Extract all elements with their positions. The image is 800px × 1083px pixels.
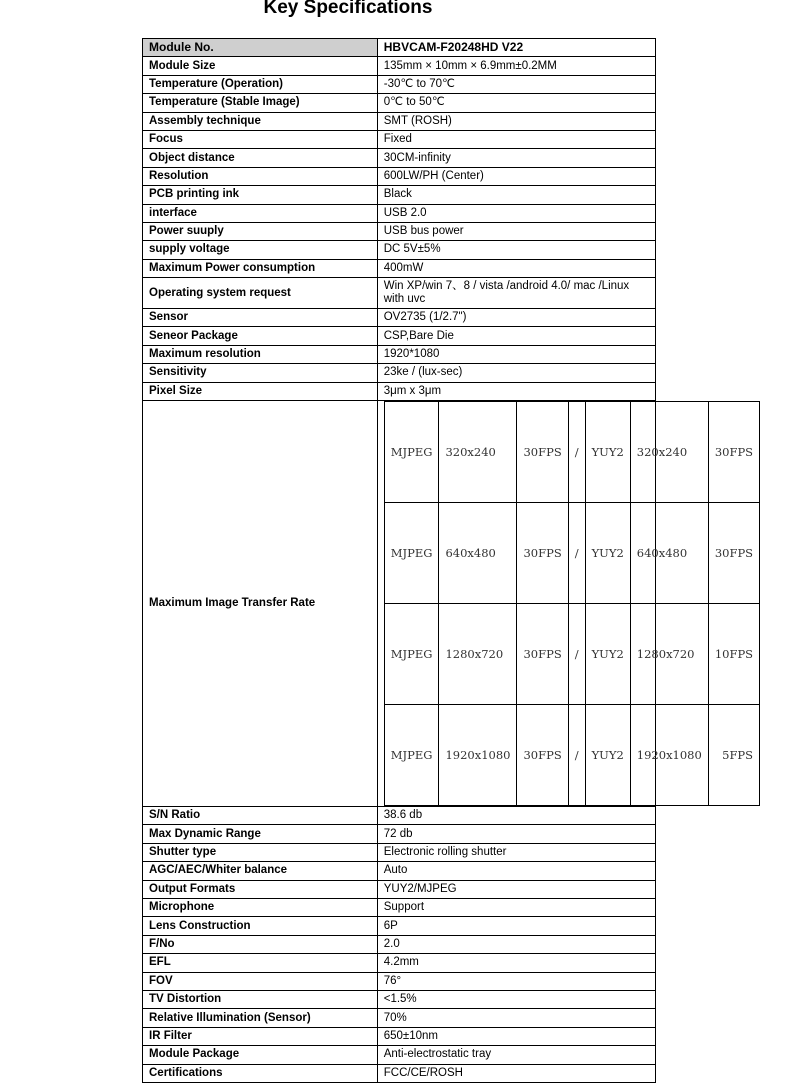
transfer-rate-b-fps: 5FPS bbox=[708, 705, 759, 806]
transfer-rate-b-fmt: YUY2 bbox=[585, 503, 630, 604]
spec-key: IR Filter bbox=[143, 1027, 378, 1045]
spec-key: interface bbox=[143, 204, 378, 222]
spec-key: Relative Illumination (Sensor) bbox=[143, 1009, 378, 1027]
spec-key: Module Size bbox=[143, 57, 378, 75]
spec-row bbox=[143, 278, 656, 309]
spec-value: Fixed bbox=[377, 130, 655, 148]
transfer-rate-b-fps: 30FPS bbox=[708, 402, 759, 503]
transfer-rate-row bbox=[384, 705, 759, 806]
spec-row bbox=[143, 880, 656, 898]
transfer-rate-b-res: 1920x1080 bbox=[630, 705, 708, 806]
spec-key: PCB printing ink bbox=[143, 186, 378, 204]
transfer-rate-b-fps: 30FPS bbox=[708, 503, 759, 604]
spec-key: F/No bbox=[143, 935, 378, 953]
transfer-rate-a-fps: 30FPS bbox=[517, 604, 568, 705]
spec-row bbox=[143, 259, 656, 277]
transfer-rate-sep: / bbox=[568, 705, 585, 806]
transfer-rate-row bbox=[384, 604, 759, 705]
spec-key: Resolution bbox=[143, 167, 378, 185]
transfer-rate-b-res: 640x480 bbox=[630, 503, 708, 604]
spec-value: 6P bbox=[377, 917, 655, 935]
spec-key: Sensitivity bbox=[143, 364, 378, 382]
spec-value: -30℃ to 70℃ bbox=[377, 75, 655, 93]
spec-row bbox=[143, 1027, 656, 1045]
transfer-rate-sep: / bbox=[568, 402, 585, 503]
spec-key: Maximum resolution bbox=[143, 345, 378, 363]
transfer-rate-a-res: 640x480 bbox=[439, 503, 517, 604]
spec-row bbox=[143, 1009, 656, 1027]
spec-row bbox=[143, 327, 656, 345]
spec-row bbox=[143, 112, 656, 130]
spec-value: Electronic rolling shutter bbox=[377, 843, 655, 861]
spec-value: SMT (ROSH) bbox=[377, 112, 655, 130]
spec-value: 70% bbox=[377, 1009, 655, 1027]
spec-value: 3μm x 3μm bbox=[377, 382, 655, 400]
page-title: Key Specifications bbox=[263, 0, 433, 18]
spec-key: Temperature (Stable Image) bbox=[143, 94, 378, 112]
spec-row bbox=[143, 825, 656, 843]
spec-row bbox=[143, 241, 656, 259]
spec-row bbox=[143, 186, 656, 204]
spec-row bbox=[143, 843, 656, 861]
transfer-rate-row bbox=[384, 402, 759, 503]
spec-value: DC 5V±5% bbox=[377, 241, 655, 259]
spec-row bbox=[143, 954, 656, 972]
spec-value: Anti-electrostatic tray bbox=[377, 1046, 655, 1064]
spec-key: Temperature (Operation) bbox=[143, 75, 378, 93]
spec-value: 400mW bbox=[377, 259, 655, 277]
spec-row bbox=[143, 382, 656, 400]
transfer-rate-a-fps: 30FPS bbox=[517, 503, 568, 604]
spec-row bbox=[143, 898, 656, 916]
spec-key: FOV bbox=[143, 972, 378, 990]
transfer-rate-b-fmt: YUY2 bbox=[585, 705, 630, 806]
spec-key: TV Distortion bbox=[143, 990, 378, 1008]
spec-key: Maximum Power consumption bbox=[143, 259, 378, 277]
transfer-rate-a-res: 1920x1080 bbox=[439, 705, 517, 806]
spec-row bbox=[143, 1046, 656, 1064]
spec-row bbox=[143, 935, 656, 953]
spec-table bbox=[142, 38, 754, 1083]
spec-value: 600LW/PH (Center) bbox=[377, 167, 655, 185]
spec-key: Object distance bbox=[143, 149, 378, 167]
spec-key: Shutter type bbox=[143, 843, 378, 861]
spec-row bbox=[143, 167, 656, 185]
transfer-rate-a-res: 320x240 bbox=[439, 402, 517, 503]
spec-value: 76° bbox=[377, 972, 655, 990]
spec-key: Assembly technique bbox=[143, 112, 378, 130]
spec-row bbox=[143, 204, 656, 222]
spec-key: AGC/AEC/Whiter balance bbox=[143, 862, 378, 880]
transfer-rate-row bbox=[384, 503, 759, 604]
spec-key: Pixel Size bbox=[143, 382, 378, 400]
spec-row bbox=[143, 149, 656, 167]
header-key: Module No. bbox=[143, 39, 378, 57]
spec-key: Operating system request bbox=[143, 278, 378, 309]
spec-value: 30CM-infinity bbox=[377, 149, 655, 167]
spec-value: Black bbox=[377, 186, 655, 204]
spec-row bbox=[143, 862, 656, 880]
spec-row bbox=[143, 309, 656, 327]
spec-row bbox=[143, 1064, 656, 1082]
spec-value: USB bus power bbox=[377, 222, 655, 240]
spec-row bbox=[143, 345, 656, 363]
transfer-rate-b-fmt: YUY2 bbox=[585, 402, 630, 503]
spec-value: 0℃ to 50℃ bbox=[377, 94, 655, 112]
spec-value: Support bbox=[377, 898, 655, 916]
spec-key: Seneor Package bbox=[143, 327, 378, 345]
spec-value: 4.2mm bbox=[377, 954, 655, 972]
spec-value: 38.6 db bbox=[377, 807, 655, 825]
spec-value: <1.5% bbox=[377, 990, 655, 1008]
transfer-rate-a-fmt: MJPEG bbox=[384, 402, 439, 503]
transfer-rate-a-fmt: MJPEG bbox=[384, 503, 439, 604]
spec-row bbox=[143, 75, 656, 93]
spec-value: FCC/CE/ROSH bbox=[377, 1064, 655, 1082]
spec-value: OV2735 (1/2.7") bbox=[377, 309, 655, 327]
spec-value: USB 2.0 bbox=[377, 204, 655, 222]
spec-row bbox=[143, 130, 656, 148]
spec-row bbox=[143, 222, 656, 240]
spec-key: Focus bbox=[143, 130, 378, 148]
spec-key: Output Formats bbox=[143, 880, 378, 898]
spec-key: Sensor bbox=[143, 309, 378, 327]
transfer-rate-table bbox=[384, 401, 760, 806]
transfer-rate-sep: / bbox=[568, 604, 585, 705]
spec-key: Lens Construction bbox=[143, 917, 378, 935]
spec-key: Module Package bbox=[143, 1046, 378, 1064]
spec-key: supply voltage bbox=[143, 241, 378, 259]
header-value: HBVCAM-F20248HD V22 bbox=[377, 39, 655, 57]
transfer-rate-a-fmt: MJPEG bbox=[384, 604, 439, 705]
spec-row bbox=[143, 807, 656, 825]
transfer-rate-sep: / bbox=[568, 503, 585, 604]
spec-row bbox=[143, 972, 656, 990]
spec-row bbox=[143, 990, 656, 1008]
transfer-rate-b-res: 320x240 bbox=[630, 402, 708, 503]
transfer-rate-a-res: 1280x720 bbox=[439, 604, 517, 705]
spec-value: YUY2/MJPEG bbox=[377, 880, 655, 898]
spec-key: Maximum Image Transfer Rate bbox=[143, 401, 378, 807]
spec-value: 650±10nm bbox=[377, 1027, 655, 1045]
spec-value: 135mm × 10mm × 6.9mm±0.2MM bbox=[377, 57, 655, 75]
spec-key: Max Dynamic Range bbox=[143, 825, 378, 843]
transfer-rate-a-fmt: MJPEG bbox=[384, 705, 439, 806]
spec-key: Power suuply bbox=[143, 222, 378, 240]
spec-row bbox=[143, 917, 656, 935]
transfer-rate-b-fps: 10FPS bbox=[708, 604, 759, 705]
spec-value: CSP,Bare Die bbox=[377, 327, 655, 345]
spec-row bbox=[143, 94, 656, 112]
spec-value: 23ke / (lux-sec) bbox=[377, 364, 655, 382]
spec-key: Microphone bbox=[143, 898, 378, 916]
spec-value: 2.0 bbox=[377, 935, 655, 953]
spec-value: Win XP/win 7、8 / vista /android 4.0/ mac /Linux with uvc bbox=[377, 278, 655, 309]
spec-value: Auto bbox=[377, 862, 655, 880]
spec-row-transfer-rate bbox=[143, 401, 656, 807]
spec-row bbox=[143, 364, 656, 382]
transfer-rate-a-fps: 30FPS bbox=[517, 705, 568, 806]
transfer-rate-b-res: 1280x720 bbox=[630, 604, 708, 705]
spec-key: EFL bbox=[143, 954, 378, 972]
transfer-rate-b-fmt: YUY2 bbox=[585, 604, 630, 705]
spec-value: 72 db bbox=[377, 825, 655, 843]
spec-value: 1920*1080 bbox=[377, 345, 655, 363]
transfer-rate-a-fps: 30FPS bbox=[517, 402, 568, 503]
transfer-rate-list bbox=[377, 401, 754, 807]
spec-key: S/N Ratio bbox=[143, 807, 378, 825]
spec-key: Certifications bbox=[143, 1064, 378, 1082]
spec-row bbox=[143, 57, 656, 75]
header-row bbox=[143, 39, 656, 57]
